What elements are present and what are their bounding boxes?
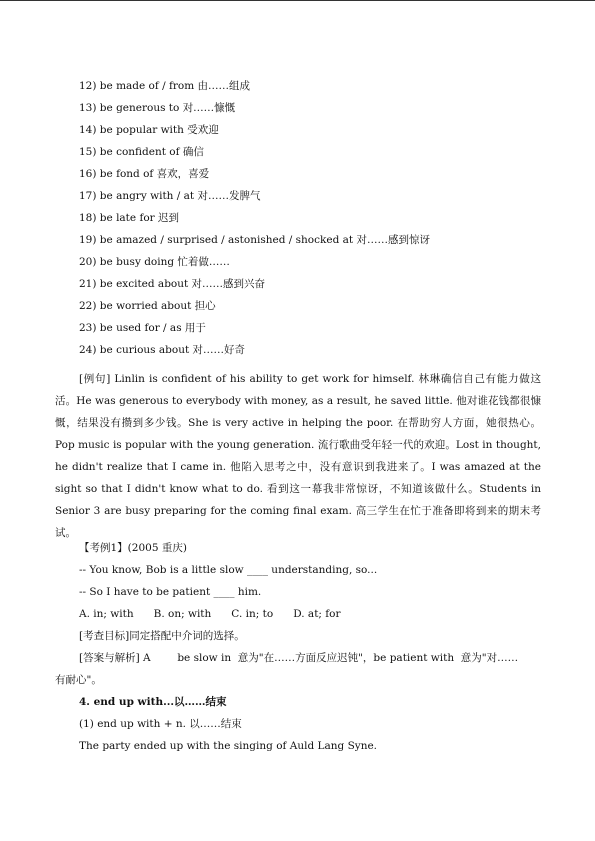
section-subheading: (1) end up with + n. 以……结束 — [79, 718, 242, 730]
example-paragraph: [例句] Linlin is confident of his ability to get work for himself. 林琳确信自己有能力做这活。He was generous to everybody with money, as a result, he saved little. 他对谁花钱都很慷慨，结果没有攒到多少钱。She is very active in helping the poor. 在帮助穷人方面，她很热心。Pop music is popular with the young generation. 流行歌曲受年轻一代的欢迎。Lost in thought, he didn't realize that I came in. 他陷入思考之中，没有意识到我进来了。I was amazed at the sight so that I didn't know what to do. 看到这一幕我非常惊讶，不知道该做什么。Students in Senior 3 are busy preparing for the coming final exam. 高三学生在忙于准备即将到来的期末考试。 — [55, 373, 541, 539]
list-item: 20) be busy doing 忙着做…… — [79, 256, 230, 268]
section-heading: 4. end up with...以……结束 — [79, 696, 227, 708]
list-item: 14) be popular with 受欢迎 — [79, 124, 219, 136]
list-item: 18) be late for 迟到 — [79, 212, 180, 224]
answer-explanation: [答案与解析] A be slow in 意为"在……方面反应迟钝"，be patient with 意为"对…… — [79, 652, 519, 664]
exam-target: [考查目标]同定搭配中介词的选择。 — [79, 630, 245, 642]
list-item: 16) be fond of 喜欢，喜爱 — [79, 168, 210, 180]
list-item: 22) be worried about 担心 — [79, 300, 216, 312]
list-item: 13) be generous to 对……慷慨 — [79, 102, 236, 114]
list-item: 12) be made of / from 由……组成 — [79, 80, 250, 92]
list-item: 23) be used for / as 用于 — [79, 322, 206, 334]
list-item: 17) be angry with / at 对……发脾气 — [79, 190, 261, 202]
exam-heading: 【考例1】(2005 重庆) — [79, 542, 187, 554]
section-example: The party ended up with the singing of Auld Lang Syne. — [79, 740, 378, 752]
question-line: -- So I have to be patient ____ him. — [79, 586, 262, 598]
list-item: 15) be confident of 确信 — [79, 146, 204, 158]
answer-explanation-cont: 有耐心"。 — [55, 674, 102, 686]
question-line: -- You know, Bob is a little slow ____ understanding, so... — [79, 564, 378, 576]
answer-options: A. in; with B. on; with C. in; to D. at; for — [79, 608, 341, 620]
list-item: 19) be amazed / surprised / astonished / shocked at 对……感到惊讶 — [79, 234, 430, 246]
list-item: 21) be excited about 对……感到兴奋 — [79, 278, 266, 290]
list-item: 24) be curious about 对……好奇 — [79, 344, 246, 356]
